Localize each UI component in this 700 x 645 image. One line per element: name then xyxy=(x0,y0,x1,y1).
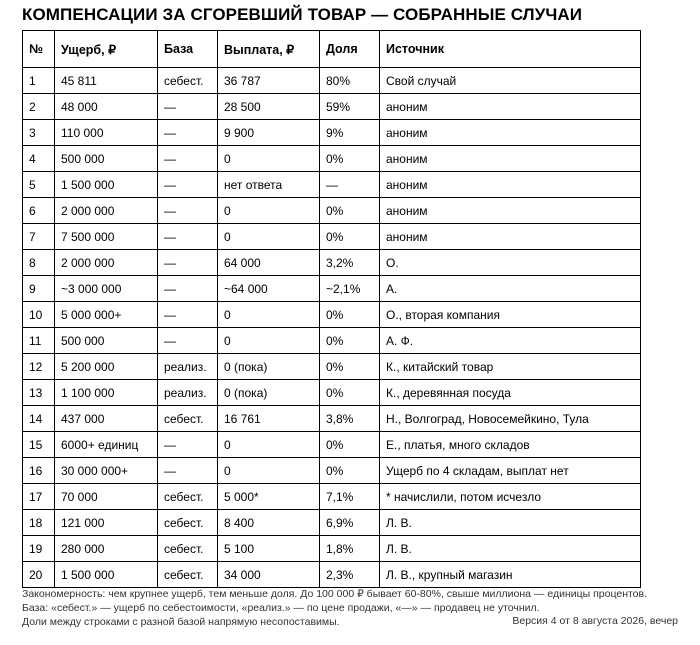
cell-number: 1 xyxy=(23,68,55,94)
cell-share: 0% xyxy=(320,458,380,484)
table-row xyxy=(23,276,641,302)
cell-source: аноним xyxy=(380,172,641,198)
table-row xyxy=(23,146,641,172)
cell-payout: 5 100 xyxy=(218,536,320,562)
cell-base: — xyxy=(158,302,218,328)
table-header-row xyxy=(23,31,641,68)
cell-base: — xyxy=(158,198,218,224)
cell-payout: 0 xyxy=(218,224,320,250)
cell-loss: 70 000 xyxy=(55,484,158,510)
table-row xyxy=(23,302,641,328)
cell-number: 18 xyxy=(23,510,55,536)
cell-payout: 0 xyxy=(218,302,320,328)
cell-loss: 30 000 000+ xyxy=(55,458,158,484)
cell-source: О. xyxy=(380,250,641,276)
cell-share: 7,1% xyxy=(320,484,380,510)
cell-payout: 0 xyxy=(218,146,320,172)
table-row xyxy=(23,172,641,198)
version-label: Версия 4 от 8 августа 2026, вечер xyxy=(512,615,678,627)
cell-payout: 0 (пока) xyxy=(218,354,320,380)
cell-number: 9 xyxy=(23,276,55,302)
cell-source: аноним xyxy=(380,224,641,250)
cell-source: аноним xyxy=(380,146,641,172)
cell-source: * начислили, потом исчезло xyxy=(380,484,641,510)
page-title: КОМПЕНСАЦИИ ЗА СГОРЕВШИЙ ТОВАР — СОБРАННЫЕ СЛУЧАИ xyxy=(22,5,583,24)
cell-loss: 1 500 000 xyxy=(55,172,158,198)
cell-share: 0% xyxy=(320,224,380,250)
cell-loss: ~3 000 000 xyxy=(55,276,158,302)
cell-payout: 0 xyxy=(218,328,320,354)
table-row xyxy=(23,328,641,354)
cell-source: Л. В., крупный магазин xyxy=(380,562,641,588)
cell-share: 59% xyxy=(320,94,380,120)
cell-base: себест. xyxy=(158,536,218,562)
cell-base: — xyxy=(158,120,218,146)
cell-base: — xyxy=(158,328,218,354)
cell-payout: 0 xyxy=(218,432,320,458)
cell-loss: 1 500 000 xyxy=(55,562,158,588)
table-row xyxy=(23,562,641,588)
cell-share: 80% xyxy=(320,68,380,94)
cell-loss: 5 200 000 xyxy=(55,354,158,380)
cell-loss: 48 000 xyxy=(55,94,158,120)
cell-payout: 5 000* xyxy=(218,484,320,510)
cell-loss: 280 000 xyxy=(55,536,158,562)
cell-payout: нет ответа xyxy=(218,172,320,198)
cell-base: — xyxy=(158,276,218,302)
table-body xyxy=(23,68,641,588)
cell-number: 15 xyxy=(23,432,55,458)
cell-base: — xyxy=(158,146,218,172)
cell-number: 7 xyxy=(23,224,55,250)
cell-payout: 0 (пока) xyxy=(218,380,320,406)
table-row xyxy=(23,250,641,276)
cell-loss: 45 811 xyxy=(55,68,158,94)
cell-source: аноним xyxy=(380,94,641,120)
cell-payout: 36 787 xyxy=(218,68,320,94)
cell-source: Л. В. xyxy=(380,510,641,536)
cell-number: 13 xyxy=(23,380,55,406)
cell-payout: 16 761 xyxy=(218,406,320,432)
table-row xyxy=(23,536,641,562)
compensation-table xyxy=(22,30,641,588)
cell-share: 0% xyxy=(320,380,380,406)
cell-base: — xyxy=(158,250,218,276)
cell-base: — xyxy=(158,432,218,458)
cell-share: 0% xyxy=(320,198,380,224)
cell-number: 14 xyxy=(23,406,55,432)
cell-loss: 500 000 xyxy=(55,146,158,172)
header-source: Источник xyxy=(380,31,641,68)
cell-source: Свой случай xyxy=(380,68,641,94)
cell-loss: 7 500 000 xyxy=(55,224,158,250)
cell-base: реализ. xyxy=(158,380,218,406)
cell-number: 17 xyxy=(23,484,55,510)
cell-source: А. xyxy=(380,276,641,302)
table-row xyxy=(23,432,641,458)
cell-share: 0% xyxy=(320,146,380,172)
header-base: База xyxy=(158,31,218,68)
cell-loss: 437 000 xyxy=(55,406,158,432)
cell-base: себест. xyxy=(158,484,218,510)
table-row xyxy=(23,406,641,432)
cell-source: О., вторая компания xyxy=(380,302,641,328)
cell-number: 5 xyxy=(23,172,55,198)
cell-payout: ~64 000 xyxy=(218,276,320,302)
cell-payout: 28 500 xyxy=(218,94,320,120)
cell-share: 3,2% xyxy=(320,250,380,276)
table-row xyxy=(23,198,641,224)
cell-payout: 0 xyxy=(218,458,320,484)
table-row xyxy=(23,224,641,250)
cell-number: 11 xyxy=(23,328,55,354)
cell-share: 3,8% xyxy=(320,406,380,432)
cell-share: — xyxy=(320,172,380,198)
cell-base: себест. xyxy=(158,562,218,588)
cell-number: 3 xyxy=(23,120,55,146)
cell-base: — xyxy=(158,94,218,120)
header-share: Доля xyxy=(320,31,380,68)
header-loss: Ущерб, ₽ xyxy=(55,31,158,68)
cell-source: аноним xyxy=(380,120,641,146)
note-comparability: Доли между строками с разной базой напрямую несопоставимы. xyxy=(22,616,340,628)
cell-share: 6,9% xyxy=(320,510,380,536)
header-number: № xyxy=(23,31,55,68)
cell-share: 0% xyxy=(320,328,380,354)
cell-base: реализ. xyxy=(158,354,218,380)
cell-loss: 500 000 xyxy=(55,328,158,354)
table-row xyxy=(23,120,641,146)
cell-number: 2 xyxy=(23,94,55,120)
cell-number: 16 xyxy=(23,458,55,484)
cell-number: 4 xyxy=(23,146,55,172)
cell-source: Е., платья, много складов xyxy=(380,432,641,458)
header-payout: Выплата, ₽ xyxy=(218,31,320,68)
cell-loss: 121 000 xyxy=(55,510,158,536)
cell-loss: 1 100 000 xyxy=(55,380,158,406)
table-row xyxy=(23,458,641,484)
cell-payout: 0 xyxy=(218,198,320,224)
cell-source: Н., Волгоград, Новосемейкино, Тула xyxy=(380,406,641,432)
cell-loss: 2 000 000 xyxy=(55,198,158,224)
table-row xyxy=(23,510,641,536)
cell-share: 0% xyxy=(320,432,380,458)
table-row xyxy=(23,484,641,510)
cell-base: себест. xyxy=(158,510,218,536)
cell-share: ~2,1% xyxy=(320,276,380,302)
cell-base: себест. xyxy=(158,406,218,432)
cell-number: 10 xyxy=(23,302,55,328)
cell-source: аноним xyxy=(380,198,641,224)
cell-source: Л. В. xyxy=(380,536,641,562)
cell-payout: 9 900 xyxy=(218,120,320,146)
cell-base: — xyxy=(158,224,218,250)
cell-share: 0% xyxy=(320,302,380,328)
table-row xyxy=(23,68,641,94)
cell-base: — xyxy=(158,458,218,484)
cell-share: 1,8% xyxy=(320,536,380,562)
cell-number: 12 xyxy=(23,354,55,380)
table-row xyxy=(23,354,641,380)
cell-source: К., деревянная посуда xyxy=(380,380,641,406)
cell-number: 6 xyxy=(23,198,55,224)
cell-loss: 110 000 xyxy=(55,120,158,146)
cell-share: 2,3% xyxy=(320,562,380,588)
cell-share: 0% xyxy=(320,354,380,380)
cell-source: А. Ф. xyxy=(380,328,641,354)
cell-number: 19 xyxy=(23,536,55,562)
cell-payout: 34 000 xyxy=(218,562,320,588)
cell-base: — xyxy=(158,172,218,198)
cell-share: 9% xyxy=(320,120,380,146)
table-row xyxy=(23,94,641,120)
note-pattern: Закономерность: чем крупнее ущерб, тем меньше доля. До 100 000 ₽ бывает 60-80%, свыше миллиона — единицы процентов. xyxy=(22,588,648,600)
cell-number: 8 xyxy=(23,250,55,276)
cell-loss: 2 000 000 xyxy=(55,250,158,276)
table-row xyxy=(23,380,641,406)
cell-number: 20 xyxy=(23,562,55,588)
cell-payout: 64 000 xyxy=(218,250,320,276)
cell-loss: 6000+ единиц xyxy=(55,432,158,458)
cell-loss: 5 000 000+ xyxy=(55,302,158,328)
cell-source: К., китайский товар xyxy=(380,354,641,380)
cell-source: Ущерб по 4 складам, выплат нет xyxy=(380,458,641,484)
cell-base: себест. xyxy=(158,68,218,94)
note-base-legend: База: «себест.» — ущерб по себестоимости, «реализ.» — по цене продажи, «—» — продавец не уточнил. xyxy=(22,602,540,614)
cell-payout: 8 400 xyxy=(218,510,320,536)
